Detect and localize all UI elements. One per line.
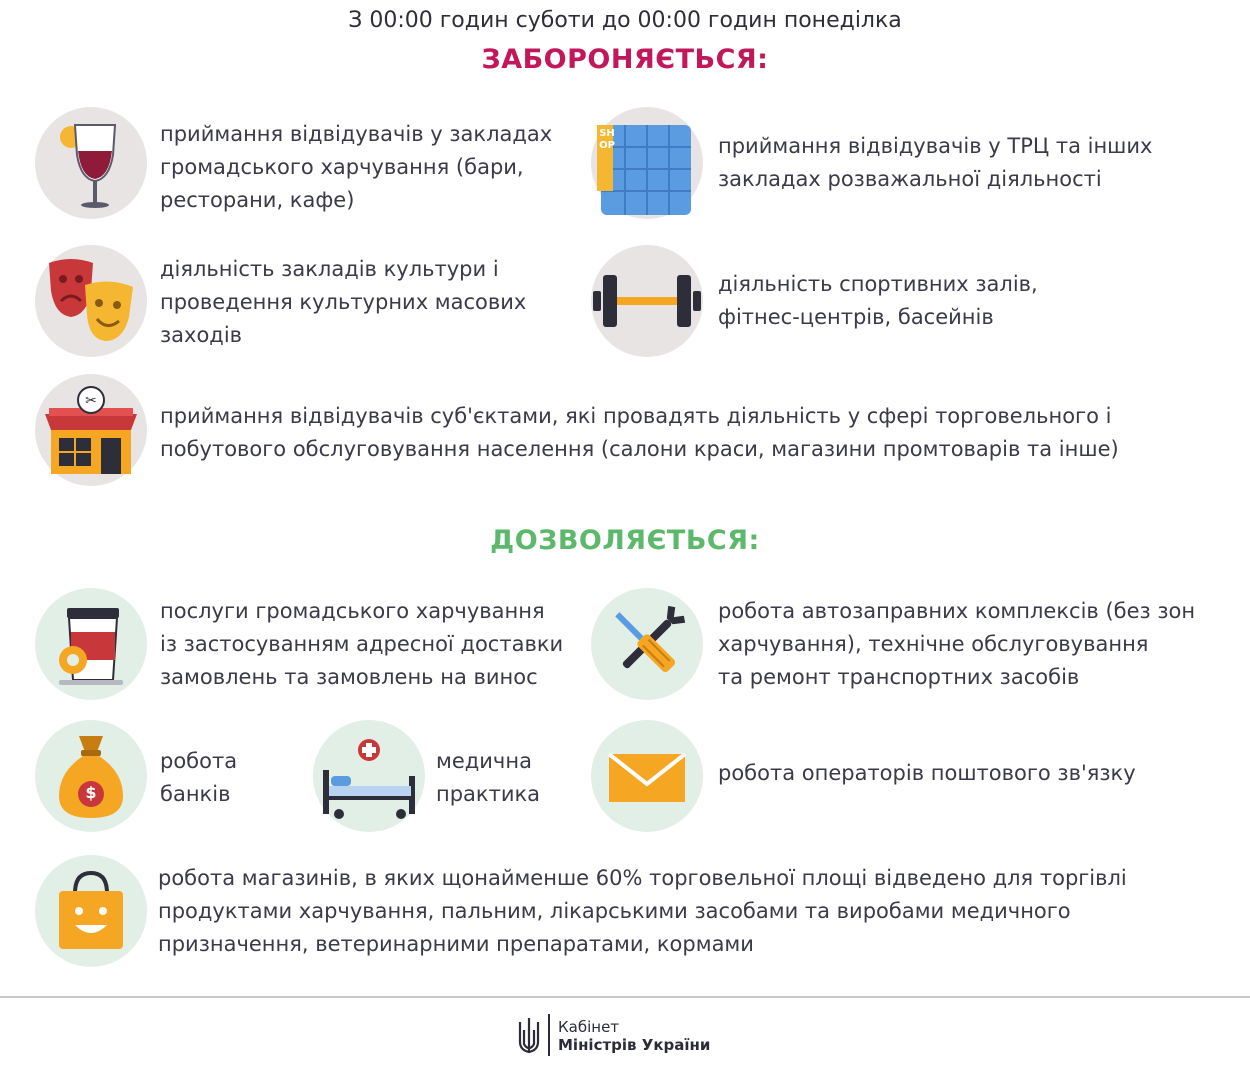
forbidden-item-text: приймання відвідувачів у закладах громадського харчування (бари, ресторани, кафе) — [160, 122, 553, 212]
money-bag-icon — [35, 720, 147, 832]
hospital-bed-icon — [313, 720, 425, 832]
footer-divider — [0, 996, 1250, 998]
trident-icon — [516, 1016, 542, 1056]
forbidden-item-text: приймання відвідувачів суб'єктами, які провадять діяльність у сфері торговельного і побутового обслуговування населення (салони краси, магазини промтоварів та інше) — [160, 404, 1119, 461]
allowed-heading: ДОЗВОЛЯЄТЬСЯ: — [490, 525, 760, 556]
forbidden-item-text: приймання відвідувачів у ТРЦ та інших закладах розважальної діяльності — [718, 134, 1153, 191]
logo-separator — [548, 1014, 550, 1056]
footer-line2: Міністрів України — [558, 1036, 711, 1054]
shopping-bag-icon — [35, 855, 147, 967]
envelope-icon — [591, 720, 703, 832]
allowed-item-text: робота магазинів, в яких щонайменше 60% торговельної площі відведено для торгівлі продуктами харчування, пальним, лікарськими засобами та виробами медичного призначення, ветеринарними препаратами, кормами — [158, 866, 1127, 956]
shopping-mall-icon — [591, 107, 703, 219]
svg-text:✂: ✂ — [85, 393, 97, 409]
footer-line1: Кабінет — [558, 1018, 620, 1036]
allowed-item-text: робота банків — [160, 749, 238, 806]
forbidden-heading: ЗАБОРОНЯЄТЬСЯ: — [481, 44, 769, 75]
shop-sign: SHOP — [599, 128, 615, 151]
wrench-screwdriver-icon — [591, 588, 703, 700]
wine-glass-icon — [35, 107, 147, 219]
allowed-item-text: робота автозаправних комплексів (без зон харчування), технічне обслуговування та ремонт транспортних засобів — [718, 599, 1196, 689]
subtitle: З 00:00 годин суботи до 00:00 годин понеділка — [348, 8, 902, 33]
forbidden-item-text: діяльність закладів культури і проведення культурних масових заходів — [160, 257, 527, 347]
forbidden-item-text: діяльність спортивних залів, фітнес-центрів, басейнів — [718, 272, 1038, 329]
takeaway-coffee-icon — [35, 588, 147, 700]
allowed-item-text: медична практика — [436, 749, 541, 806]
allowed-item-text: робота операторів поштового зв'язку — [718, 761, 1136, 785]
theater-masks-icon — [35, 245, 147, 357]
allowed-item-text: послуги громадського харчування із застосуванням адресної доставки замовлень та замовлень на винос — [160, 599, 564, 689]
dollar-sign: $ — [85, 783, 97, 802]
footer-logo-text — [558, 1018, 710, 1054]
dumbbell-icon — [591, 245, 703, 357]
barbershop-icon — [35, 374, 147, 486]
